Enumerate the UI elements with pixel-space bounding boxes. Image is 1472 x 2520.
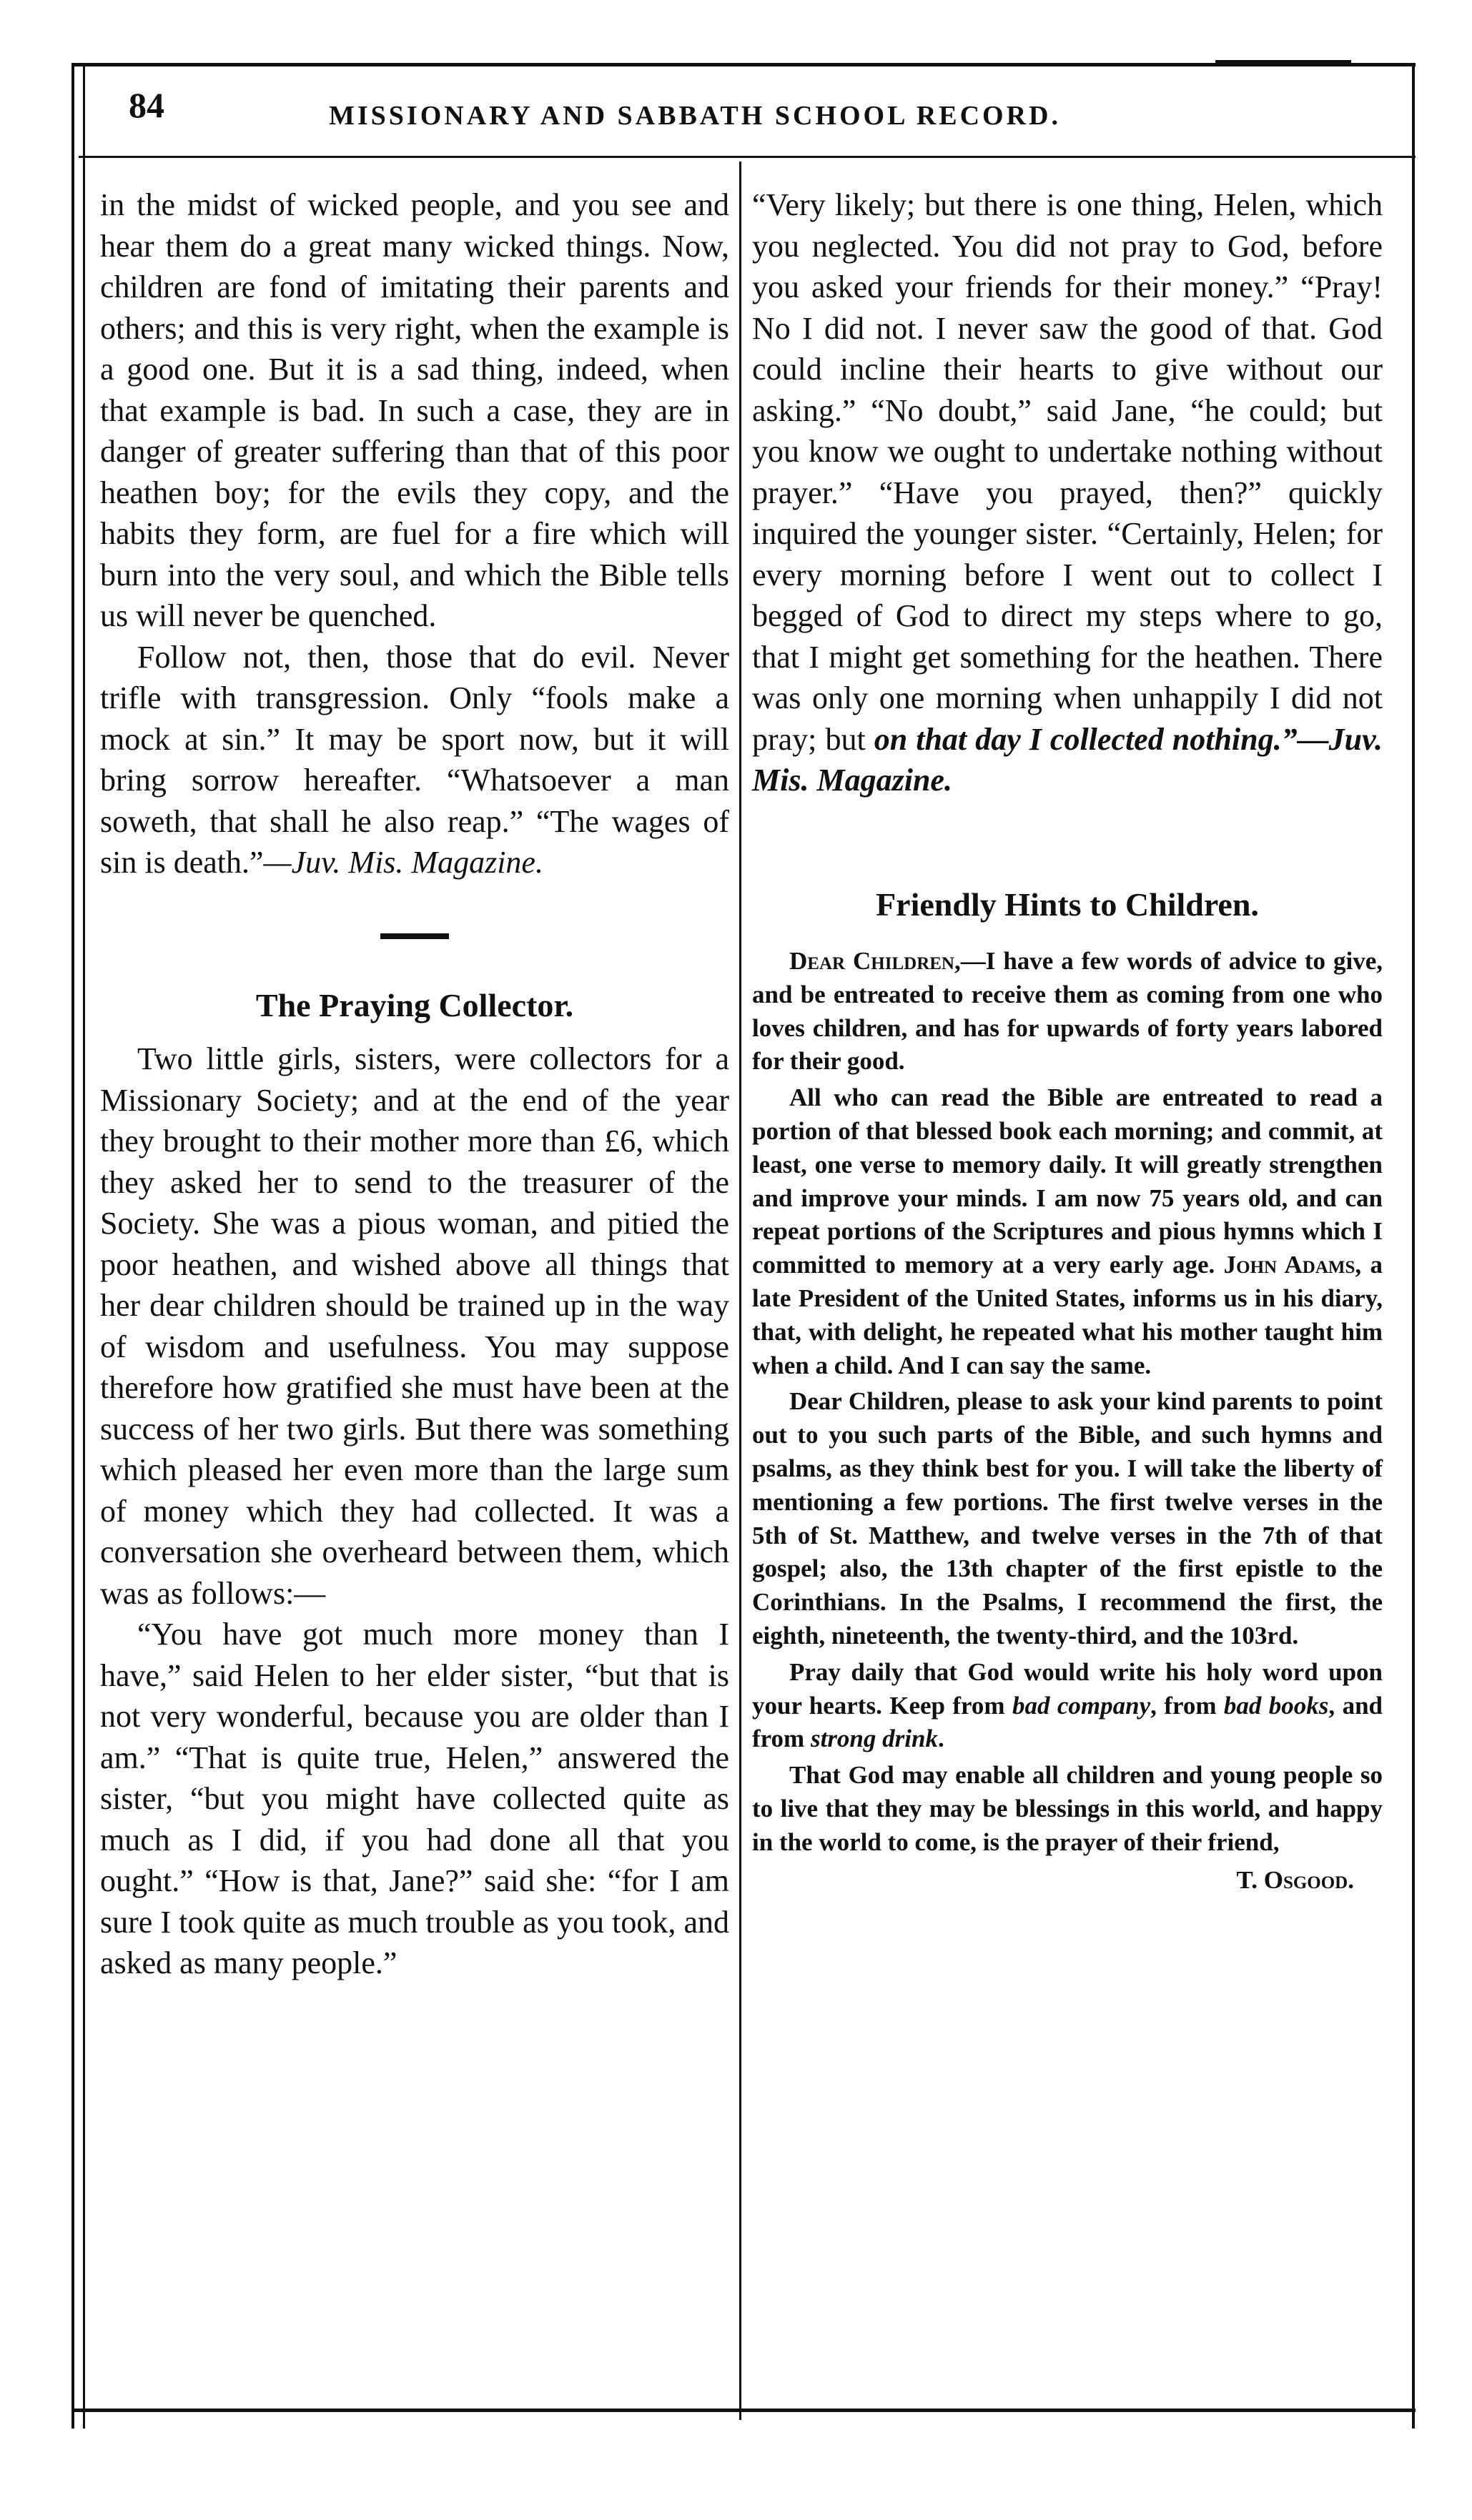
top-border-rule-thick: [1215, 60, 1351, 66]
left-border-rule-inner: [83, 63, 85, 2429]
emphasis-text: bad books: [1223, 1691, 1329, 1720]
paragraph-text: Pray daily that God would write his holy word upon your hearts. Keep from: [752, 1657, 1383, 1720]
paragraph: Dear Children, please to ask your kind parents to point out to you such parts of the Bible, and such hymns and psalms, as they think best for you. I will take the liberty of mentioning a few portions. The first twelve verses in the 5th of St. Matthew, and twelve verses in the 7th of that gospel; also, the 13th chapter of the first epistle to the Corinthians. In the Psalms, I recommend the first, the eighth, nineteenth, the twenty-third, and the 103rd.: [752, 1387, 1383, 1650]
right-column: [752, 184, 1383, 1900]
paragraph: in the midst of wicked people, and you see and hear them do a great many wicked things. Now, children are fond of imitating their parents and others; and this is very right, when the example is a good one. But it is a sad thing, indeed, when that example is bad. In such a case, they are in danger of greater suffering than that of this poor heathen boy; for the evils they copy, and the habits they form, are fuel for a fire which will burn into the very soul, and which the Bible tells us will never be quenched.: [100, 187, 729, 633]
right-border-rule: [1412, 63, 1415, 2429]
article-heading: The Praying Collector.: [255, 986, 574, 1023]
paragraph-text: —I have a few words of advice to give, and be entreated to receive them as coming from one who loves children, and has for upwards of forty years labored for their good.: [752, 947, 1383, 1076]
paragraph: [752, 945, 1383, 1078]
paragraph-text: , a late President of the United States, informs us in his diary, that, with delight, he repeated what his mother taught him when a child. And I can say the same.: [752, 1251, 1383, 1379]
paragraph: That God may enable all children and young people so to live that they may be blessings in this world, and happy in the world to come, is the prayer of their friend,: [752, 1761, 1383, 1856]
source-citation: —Juv. Mis. Magazine.: [263, 845, 543, 880]
paragraph-text: , from: [1150, 1691, 1224, 1720]
paragraph-text: “Very likely; but there is one thing, Helen, which you neglected. You did not pray to God, before you asked your friends for their money.” “Pray! No I did not. I never saw the good of that. God could incline their hearts to give without our asking.” “No doubt,” said Jane, “he could; but you know we ought to undertake nothing without prayer.” “Have you prayed, then?” quickly inquired the younger sister. “Certainly, Helen; for every morning before I went out to collect I begged of God to direct my steps where to go, that I might get something for the heathen. There was only one morning when unhappily I did not pray; but: [752, 187, 1383, 757]
header-rule: [79, 156, 1416, 158]
running-title: MISSIONARY AND SABBATH SCHOOL RECORD.: [329, 101, 1061, 131]
article-heading: Friendly Hints to Children.: [876, 886, 1259, 923]
top-border-rule: [71, 63, 1416, 66]
paragraph: [752, 1081, 1383, 1382]
left-border-rule: [71, 63, 74, 2429]
salutation: Dear Children,: [789, 947, 961, 975]
paragraph-text: Follow not, then, those that do evil. Never trifle with transgression. Only “fools make a mock at sin.” It may be sport now, but it will bring sorrow hereafter. “Whatsoever a man soweth, that shall he also reap.” “The wages of sin is death.”: [100, 639, 729, 880]
bottom-border-rule: [71, 2409, 1416, 2412]
paragraph-text: .: [937, 1725, 944, 1753]
article-body: [752, 945, 1383, 1897]
emphasis-text: on that day I collected nothing.”: [874, 721, 1298, 757]
paragraph-text: , and from: [752, 1691, 1383, 1753]
paragraph: Two little girls, sisters, were collectors for a Missionary Society; and at the end of the year they brought to their mother more than £6, which they asked her to send to the treasurer of the Society. She was a pious woman, and pitied the poor heathen, and wished above all things that her dear children should be trained up in the way of wisdom and usefulness. You may suppose therefore how gratified she must have been at the success of her two girls. But there was something which pleased her even more than the large sum of money which they had collected. It was a conversation she overheard between them, which was as follows:—: [100, 1041, 729, 1611]
left-column: [100, 184, 729, 1984]
emphasis-text: strong drink: [810, 1725, 938, 1753]
column-divider: [739, 162, 741, 2420]
signature: T. Osgood.: [1236, 1865, 1354, 1894]
paragraph-text: All who can read the Bible are entreated to read a portion of that blessed book each morning; and commit, at least, one verse to memory daily. It will greatly strengthen and improve your minds. I am now 75 years old, and can repeat portions of the Scriptures and pious hymns which I committed to memory at a very early age.: [752, 1083, 1383, 1279]
page-number: 84: [129, 85, 164, 125]
paragraph: [752, 1656, 1383, 1756]
paragraph: [752, 184, 1383, 801]
paragraph: [100, 637, 729, 883]
source-citation: —Juv. Mis. Magazine.: [752, 721, 1383, 798]
section-divider: [380, 933, 449, 939]
paragraph: “You have got much more money than I have,” said Helen to her elder sister, “but that is not very wonderful, because you are older than I am.” “That is quite true, Helen,” answered the sister, “but you might have collected quite as much as I did, if you had done all that you ought.” “How is that, Jane?” said she: “for I am sure I took quite as much trouble as you took, and asked as many people.”: [100, 1617, 729, 1980]
emphasis-text: bad company: [1012, 1691, 1151, 1720]
person-name: John Adams: [1223, 1251, 1355, 1279]
